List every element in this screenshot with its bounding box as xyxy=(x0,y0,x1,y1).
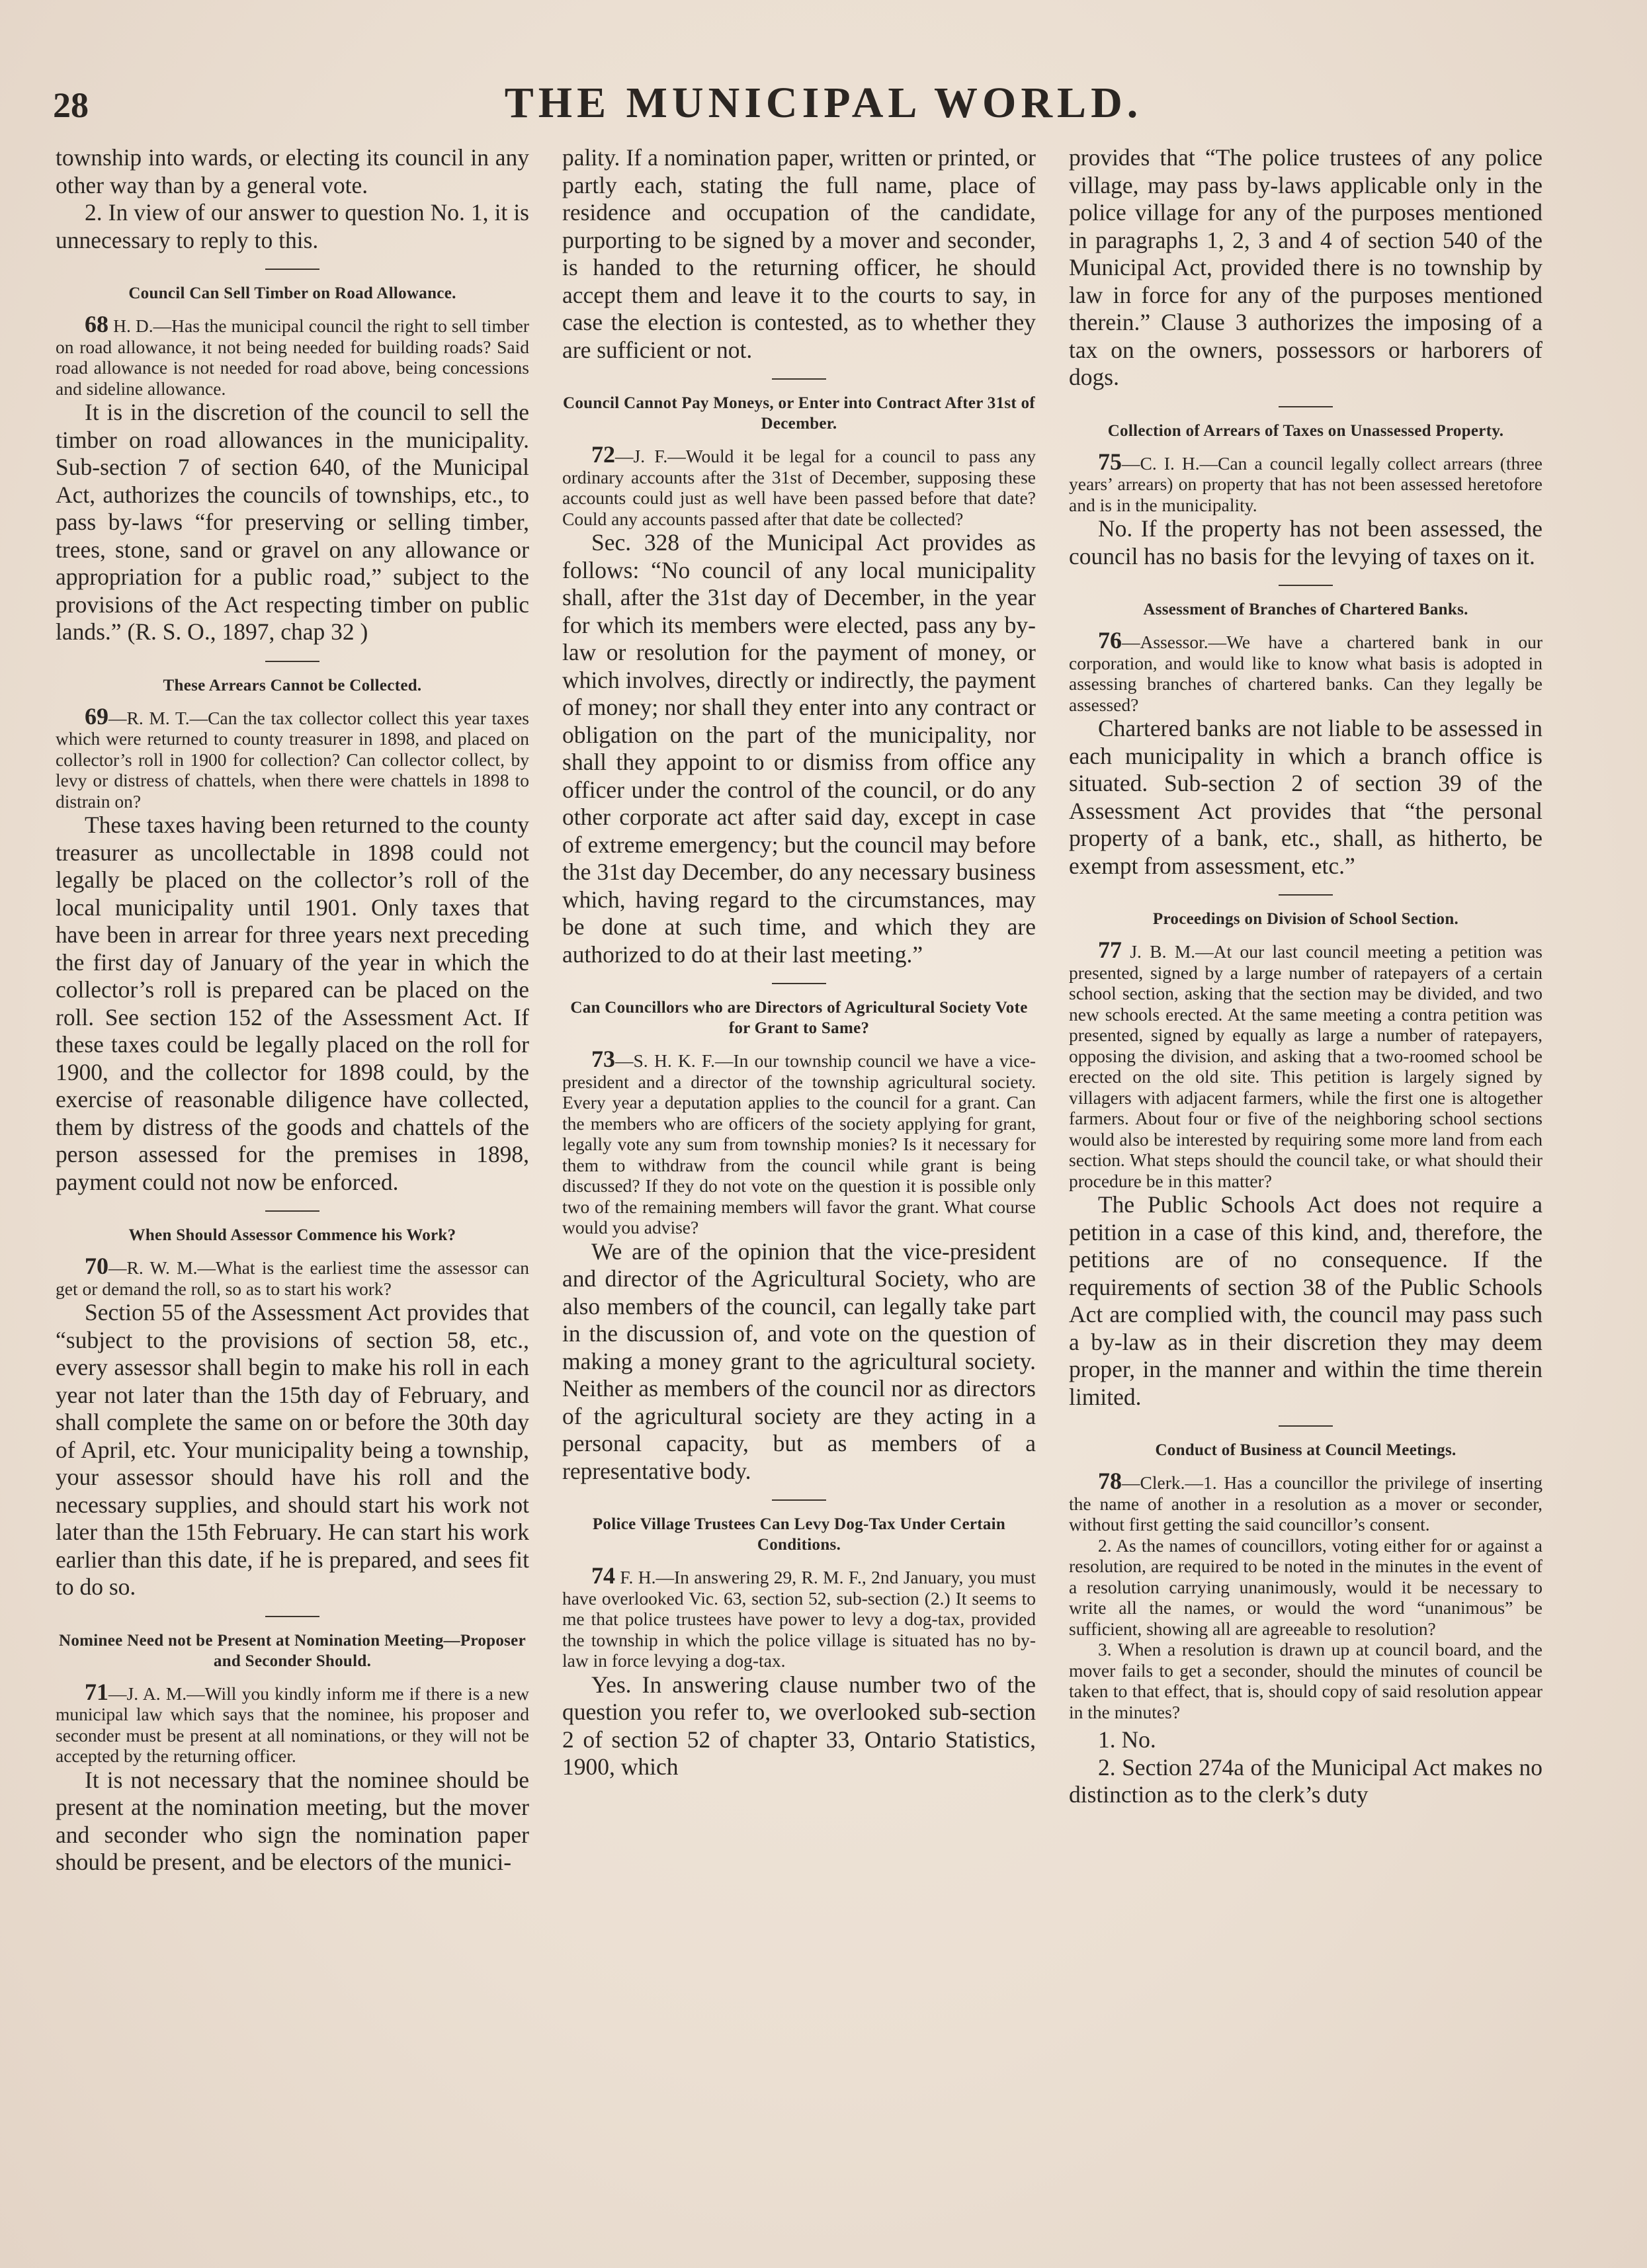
answer: We are of the opinion that the vice-president and director of the Agricultural Society, who are also members of the council, can legally take part in the discussion of, and vote on the question of making a money grant to the agricultural society. Neither as members of the council nor as directors of the agricultural society are they acting in a personal capacity, but as members of a representative body. xyxy=(562,1238,1036,1484)
section-divider xyxy=(772,1499,826,1501)
column-1 xyxy=(56,144,529,2214)
question-text: J. B. M.—At our last council meeting a petition was presented, signed by a large number of ratepayers of a certain school section, asking that the section may be divided, and two new schools erected. At the same meeting a contra petition was presented, signed by equally as large a number of ratepayers, opposing the division, and asking that a two-roomed school be erected on the old site. This petition is largely signed by villagers with adjacent farmers, while the first one is altogether farmers. About four or five of the neighboring school sections would also be interested by requiring some more land from each section. What steps should the council take, or what should their procedure be in this matter? xyxy=(1069,941,1542,1191)
section-heading: When Should Assessor Commence his Work? xyxy=(128,1226,456,1244)
section-heading: Police Village Trustees Can Levy Dog-Tax Under Certain Conditions. xyxy=(592,1515,1006,1554)
section-heading: Council Can Sell Timber on Road Allowance. xyxy=(128,284,456,302)
question-number: 70 xyxy=(85,1253,108,1279)
answer: Section 55 of the Assessment Act provides that “subject to the provisions of section 58, etc., every assessor shall begin to make his roll in each year not later than the 15th day of February, and shall complete the same on or before the 30th day of April, etc. Your municipality being a township, your assessor should have his roll and the necessary supplies, and should start his work not later than the 15th February. He can start his work earlier than this date, if he is prepared, and sees fit to do so. xyxy=(56,1299,529,1600)
answer: The Public Schools Act does not require a petition in a case of this kind, and, therefore, the petitions are of no consequence. If the requirements of section 38 of the Public Schools Act are complied with, the council may pass such a by-law as in their discretion they may deem proper, in the manner and within the time therein limited. xyxy=(1069,1191,1542,1410)
page-header xyxy=(53,73,1594,132)
paragraph: 2. In view of our answer to question No. 1, it is unnecessary to reply to this. xyxy=(56,199,529,253)
question-number: 73 xyxy=(591,1046,615,1072)
question-number: 75 xyxy=(1098,448,1122,475)
column-3 xyxy=(1069,144,1542,2214)
section-heading: Conduct of Business at Council Meetings. xyxy=(1155,1441,1457,1459)
section-divider xyxy=(265,269,319,270)
answer: Sec. 328 of the Municipal Act provides as follows: “No council of any local municipality shall, after the 31st day of December, in the year for which its members were elected, pass any by-law or resolution for the payment of money, or which involves, directly or indirectly, the payment of money; nor shall they enter into any contract or obligation on the part of the municipality, nor shall they appoint to or dismiss from office any officer under the control of the council, or do any other corporate act after said day, except in case of extreme emergency; but the council may before the 31st day December, do any necessary business which, having regard to the circumstances, may be done at such time, and which they are authorized to do at their last meeting.” xyxy=(562,529,1036,968)
question-number: 74 xyxy=(591,1562,615,1589)
section-divider xyxy=(772,378,826,380)
question-text: —C. I. H.—Can a council legally collect arrears (three years’ arrears) on property that has not been assessed heretofore and is in the municipality. xyxy=(1069,452,1542,515)
question-number: 71 xyxy=(85,1678,108,1705)
column-2 xyxy=(562,144,1036,2214)
section-heading: These Arrears Cannot be Collected. xyxy=(163,676,422,694)
section-divider xyxy=(1279,406,1333,407)
question xyxy=(1069,937,1542,1191)
article-columns xyxy=(56,144,1544,2214)
question xyxy=(56,1253,529,1299)
section-divider xyxy=(265,1210,319,1212)
question xyxy=(56,702,529,812)
question-text: F. H.—In answering 29, R. M. F., 2nd January, you must have overlooked Vic. 63, section 52, sub-section (2.) It seems to me that police trustees have power to levy a dog-tax, provided the township in which the police village is situated has no by-law in force levying a dog-tax. xyxy=(562,1567,1036,1671)
section-heading: Collection of Arrears of Taxes on Unassessed Property. xyxy=(1107,421,1504,440)
section-divider xyxy=(1279,1425,1333,1427)
question xyxy=(56,311,529,399)
question-text: —S. H. K. F.—In our township council we have a vice-president and a director of the township agricultural society. Every year a deputation applies to the council for a grant. Can the members who are officers of the society applying for grant, legally vote any sum from township monies? Is it necessary for them to withdraw from the council while grant is being discussed? If they do not vote on the question it is possible only two of the remaining members will favor the grant. What course would you advise? xyxy=(562,1050,1036,1238)
section-heading: Proceedings on Division of School Section. xyxy=(1152,910,1459,928)
question-text: H. D.—Has the municipal council the right to sell timber on road allowance, it not being needed for building roads? Said road allowance is not needed for road above, being concessions and sideline allowance. xyxy=(56,315,529,399)
question-number: 68 xyxy=(85,311,108,337)
section-divider xyxy=(1279,585,1333,586)
answer: No. If the property has not been assessed, the council has no basis for the levying of taxes on it. xyxy=(1069,515,1542,569)
paragraph: township into wards, or electing its council in any other way than by a general vote. xyxy=(56,144,529,198)
question-text: —Assessor.—We have a chartered bank in our corporation, and would like to know what basis is adopted in assessing branches of chartered banks. Can they legally be assessed? xyxy=(1069,632,1542,715)
masthead-title: THE MUNICIPAL WORLD. xyxy=(504,79,1143,127)
question-number: 78 xyxy=(1098,1468,1122,1494)
question xyxy=(1069,627,1542,715)
question-number: 76 xyxy=(1098,627,1122,653)
question xyxy=(56,1678,529,1767)
answer: It is not necessary that the nominee should be present at the nomination meeting, but the mover and seconder who sign the nomination paper should be present, and be electors of the munici- xyxy=(56,1766,529,1875)
section-divider xyxy=(265,1616,319,1617)
question-part: 3. When a resolution is drawn up at council board, and the mover fails to get a seconder, should the minutes of council be taken to that effect, that is, should copy of said resolution appear in the minutes? xyxy=(1069,1639,1542,1722)
question-number: 77 xyxy=(1098,937,1122,963)
question-text: —J. F.—Would it be legal for a council to pass any ordinary accounts after the 31st of December, supposing these accounts could just as well have been passed before that date? Could any accounts passed after that date be collected? xyxy=(562,446,1036,529)
section-heading: Assessment of Branches of Chartered Banks. xyxy=(1143,601,1468,618)
question-number: 69 xyxy=(85,702,108,730)
question xyxy=(562,1046,1036,1238)
question xyxy=(562,441,1036,529)
answer: Yes. In answering clause number two of the question you refer to, we overlooked sub-section 2 of section 52 of chapter 33, Ontario Statistics, 1900, which xyxy=(562,1671,1036,1780)
answer: 1. No. xyxy=(1098,1726,1156,1753)
answer: Chartered banks are not liable to be assessed in each municipality in which a branch office is situated. Sub-section 2 of section 39 of the Assessment Act provides that “the personal property of a bank, etc., shall, as hitherto, be exempt from assessment, etc.” xyxy=(1069,715,1542,879)
paragraph: pality. If a nomination paper, written or printed, or partly each, stating the full name, place of residence and occupation of the candidate, purporting to be signed by a mover and seconder, is handed to the returning officer, he should accept them and leave it to the courts to say, in case the election is contested, as to whether they are sufficient or not. xyxy=(562,144,1036,363)
question-text: —R. M. T.—Can the tax collector collect this year taxes which were returned to county treasurer in 1898, and placed on collector’s roll in 1900 for collection? Can collector collect, by levy or distress of chattels, when there were chattels in 1898 to distrain on? xyxy=(56,707,529,812)
question xyxy=(562,1562,1036,1671)
question xyxy=(1069,448,1542,516)
answer: It is in the discretion of the council to sell the timber on road allowances in the municipality. Sub-section 7 of section 640, of the Municipal Act, authorizes the councils of townships, etc., to pass by-laws “for preserving or selling timber, trees, stone, sand or gravel on any allowance or appropriation for a public road,” subject to the provisions of the Act respecting timber on public lands.” (R. S. O., 1897, chap 32 ) xyxy=(56,399,529,645)
page-number: 28 xyxy=(53,85,89,125)
question-number: 72 xyxy=(591,441,615,468)
section-heading: Nominee Need not be Present at Nomination Meeting—Proposer and Seconder Should. xyxy=(59,1631,526,1670)
section-divider xyxy=(1279,894,1333,896)
answer: 2. Section 274a of the Municipal Act makes no distinction as to the clerk’s duty xyxy=(1069,1753,1542,1808)
question xyxy=(1069,1468,1542,1535)
section-divider xyxy=(772,983,826,984)
answer: These taxes having been returned to the county treasurer as uncollectable in 1898 could not legally be placed on the collector’s roll of the local municipality until 1901. Only taxes that have been in arrear for three years next preceding the first day of January of the year in which the collector’s roll is prepared can be placed on the roll. See section 152 of the Assessment Act. If these taxes could be legally placed on the roll for 1900, and the collector for 1898 could, by the exercise of reasonable diligence have collected, them by distress of the goods and chattels of the person assessed for the premises in 1898, payment could not now be enforced. xyxy=(56,812,529,1195)
section-heading: Can Councillors who are Directors of Agricultural Society Vote for Grant to Same? xyxy=(570,999,1028,1037)
question-text: —R. W. M.—What is the earliest time the assessor can get or demand the roll, so as to start his work? xyxy=(56,1257,529,1299)
question-part: 2. As the names of councillors, voting either for or against a resolution, are required to be noted in the minutes in the event of a resolution carrying unanimously, would it be necessary to write all the names, or would the word “unanimous” be sufficient, showing all are agreeable to resolution? xyxy=(1069,1534,1542,1639)
question-text: —J. A. M.—Will you kindly inform me if there is a new municipal law which says that the nominee, his proposer and seconder must be present at all nominations, or they will not be accepted by the returning officer. xyxy=(56,1683,529,1766)
section-heading: Council Cannot Pay Moneys, or Enter into Contract After 31st of December. xyxy=(563,394,1035,433)
section-divider xyxy=(265,661,319,662)
question-text: —Clerk.—1. Has a councillor the privilege of inserting the name of another in a resolution as a mover or seconder, without first getting the said councillor’s consent. xyxy=(1069,1472,1542,1534)
paragraph: provides that “The police trustees of any police village, may pass by-laws applicable only in the police village for any of the purposes mentioned in paragraphs 1, 2, 3 and 4 of section 540 of the Municipal Act, provided there is no township by law in force for any of the purposes mentioned therein.” Clause 3 authorizes the imposing of a tax on the owners, possessors or harborers of dogs. xyxy=(1069,144,1542,390)
